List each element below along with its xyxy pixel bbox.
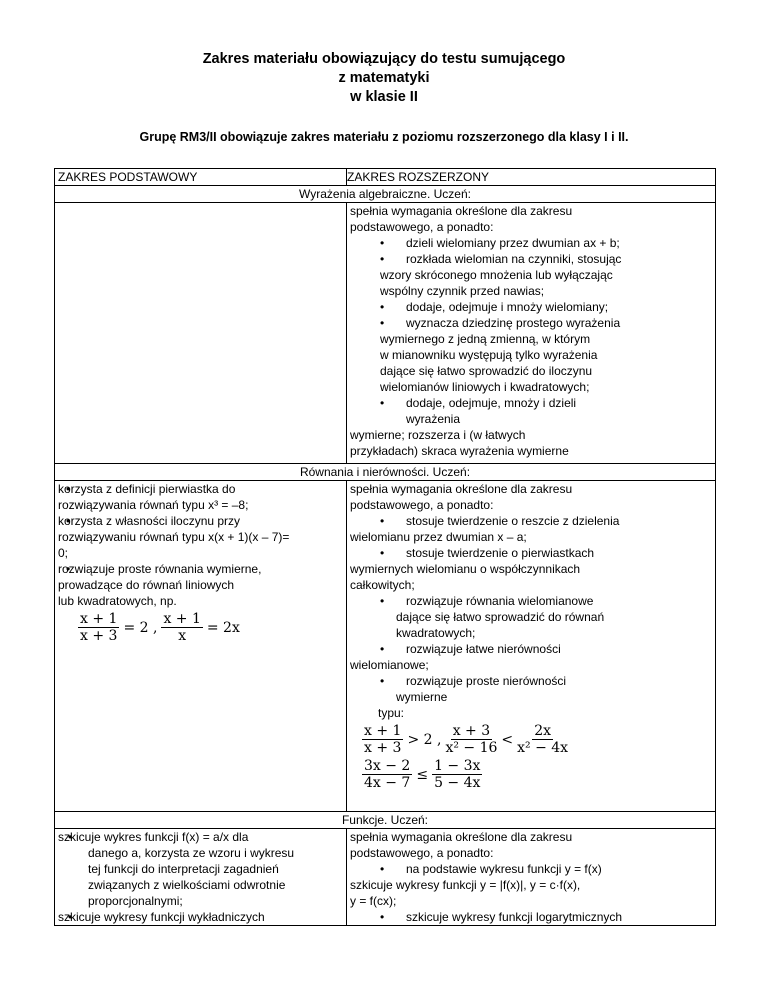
list-item-continuation: szkicuje wykresy funkcji y = |f(x)|, y = c·f(x), [350, 878, 581, 892]
intro-line: podstawowego, a ponadto: [350, 846, 494, 860]
intro-line: spełnia wymagania określone dla zakresu [350, 204, 573, 218]
section-title-row [55, 464, 716, 481]
equation-example: $\frac{x + 1}{x + 3}$ = 2 , $\frac{x + 1}{x}$ = 2x [80, 611, 240, 644]
fraction: $\frac{1 - 3x}{5 - 4x}$ [434, 758, 481, 791]
title-line-2: z matematyki [338, 70, 430, 86]
section-row-equations [55, 481, 716, 812]
fraction: $\frac{3x - 2}{4x - 7}$ [364, 758, 411, 791]
list-item-continuation: wymierne [396, 690, 448, 704]
section-title-row [55, 812, 716, 829]
section-title-row [55, 186, 716, 203]
fraction: $\frac{x + 3}{\text{x² − 16}}$ [445, 723, 498, 756]
fraction: $\frac{x + 1}{x + 3}$ [80, 611, 118, 644]
list-item-continuation: prowadzące do równań liniowych [58, 578, 235, 592]
inequality-examples-row-2: $\frac{3x - 2}{4x - 7}$ ≤ $\frac{1 - 3x}{5 - 4x}$ [364, 758, 481, 791]
section-title-functions: Funkcje. Uczeń: [55, 812, 716, 829]
scope-table [54, 168, 716, 926]
list-item: • szkicuje wykres funkcji f(x) = a/x dla [58, 829, 343, 845]
section-row-functions [55, 829, 716, 926]
list-item-continuation: 0; [58, 546, 69, 560]
section-title-equations: Równania i nierówności. Uczeń: [55, 464, 716, 481]
list-item-continuation: wymiernych wielomianu o współczynnikach [350, 562, 581, 576]
section-title-algebra: Wyrażenia algebraiczne. Uczeń: [55, 186, 716, 203]
title-line-1: Zakres materiału obowiązujący do testu sumującego [202, 51, 566, 67]
list-item-continuation: lub kwadratowych, np. [58, 594, 177, 608]
list-item-continuation: y = f(cx); [350, 894, 397, 908]
basic-cell-functions [55, 829, 347, 926]
list-item: • szkicuje wykresy funkcji logarytmicznych [350, 909, 712, 925]
basic-cell-algebra [55, 203, 347, 464]
list-item: • dzieli wielomiany przez dwumian ax + b; [350, 235, 712, 251]
list-item-continuation: przykładach) skraca wyrażenia wymierne [350, 444, 569, 458]
list-item: • stosuje twierdzenie o reszcie z dzielenia [350, 513, 712, 529]
list-item-continuation: typu: [378, 706, 405, 720]
list-item: • rozwiązuje proste nierówności [350, 673, 712, 689]
fraction: $\frac{x + 1}{x}$ [163, 611, 201, 644]
list-item: • dodaje, odejmuje i mnoży wielomiany; [350, 299, 712, 315]
list-item-continuation: wzory skróconego mnożenia lub wyłączając wspólny czynnik przed nawias; [380, 268, 613, 298]
extended-cell-algebra [347, 203, 716, 464]
list-item: • rozwiązuje proste równania wymierne, [58, 561, 343, 577]
extended-cell-equations [347, 481, 716, 812]
intro-line: podstawowego, a ponadto: [350, 498, 494, 512]
list-item: • rozwiązuje łatwe nierówności [350, 641, 712, 657]
fraction: $\frac{2x}{\text{x² − 4x}}$ [517, 723, 569, 756]
list-item-continuation: wielomianowe; [350, 658, 429, 672]
list-item: • szkicuje wykresy funkcji wykładniczych [58, 909, 343, 925]
basic-cell-equations [55, 481, 347, 812]
list-item-continuation: tej funkcji do interpretacji zagadnień [88, 862, 279, 876]
section-row-algebra [55, 203, 716, 464]
intro-line: spełnia wymagania określone dla zakresu [350, 482, 573, 496]
list-item-continuation: wymierne; rozszerza i (w łatwych [350, 428, 526, 442]
list-item-continuation: kwadratowych; [396, 626, 476, 640]
list-item: • wyznacza dziedzinę prostego wyrażenia [350, 315, 712, 331]
fraction: $\frac{x + 1}{x + 3}$ [364, 723, 402, 756]
list-item-continuation: dające się łatwo sprowadzić do równań [396, 610, 605, 624]
inequality-examples-row-1: $\frac{x + 1}{x + 3}$ > 2 , $\frac{x + 3}{\text{x² − 16}}$ < $\frac{2x}{\text{x² − 4x}}$ [364, 723, 569, 756]
group-note: Grupę RM3/II obowiązuje zakres materiału z poziomu rozszerzonego dla klasy I i II. [139, 130, 629, 144]
list-item: • dodaje, odejmuje, mnoży i dzieli [350, 395, 712, 411]
list-item-continuation: rozwiązywaniu równań typu x(x + 1)(x – 7)= [58, 530, 290, 544]
list-item: • rozwiązuje równania wielomianowe [350, 593, 712, 609]
list-item: • rozkłada wielomian na czynniki, stosując [350, 251, 712, 267]
list-item-continuation: wielomianu przez dwumian x – a; [350, 530, 527, 544]
document-title [0, 50, 768, 107]
list-item-continuation: związanych z wielkościami odwrotnie [88, 878, 286, 892]
list-item-continuation: wyrażenia [406, 412, 461, 426]
list-item: • na podstawie wykresu funkcji y = f(x) [350, 861, 712, 877]
header-basic: ZAKRES PODSTAWOWY [55, 169, 347, 186]
list-item: • korzysta z własności iloczynu przy [58, 513, 343, 529]
list-item-continuation: wymiernego z jedną zmienną, w którym w mianowniku występują tylko wyrażenia dające się łatwo sprowadzić do iloczynu wielomianów liniowych i kwadratowych; [380, 332, 598, 394]
list-item-continuation: całkowitych; [350, 578, 415, 592]
intro-line: spełnia wymagania określone dla zakresu [350, 830, 573, 844]
title-line-3: w klasie II [350, 89, 418, 105]
header-extended: ZAKRES ROZSZERZONY [347, 169, 716, 186]
list-item-continuation: danego a, korzysta ze wzoru i wykresu [88, 846, 295, 860]
intro-line: podstawowego, a ponadto: [350, 220, 494, 234]
list-item-continuation: rozwiązywania równań typu x³ = –8; [58, 498, 249, 512]
list-item-continuation: proporcjonalnymi; [88, 894, 183, 908]
table-header-row [55, 169, 716, 186]
list-item: • stosuje twierdzenie o pierwiastkach [350, 545, 712, 561]
list-item: • korzysta z definicji pierwiastka do [58, 481, 343, 497]
extended-cell-functions [347, 829, 716, 926]
